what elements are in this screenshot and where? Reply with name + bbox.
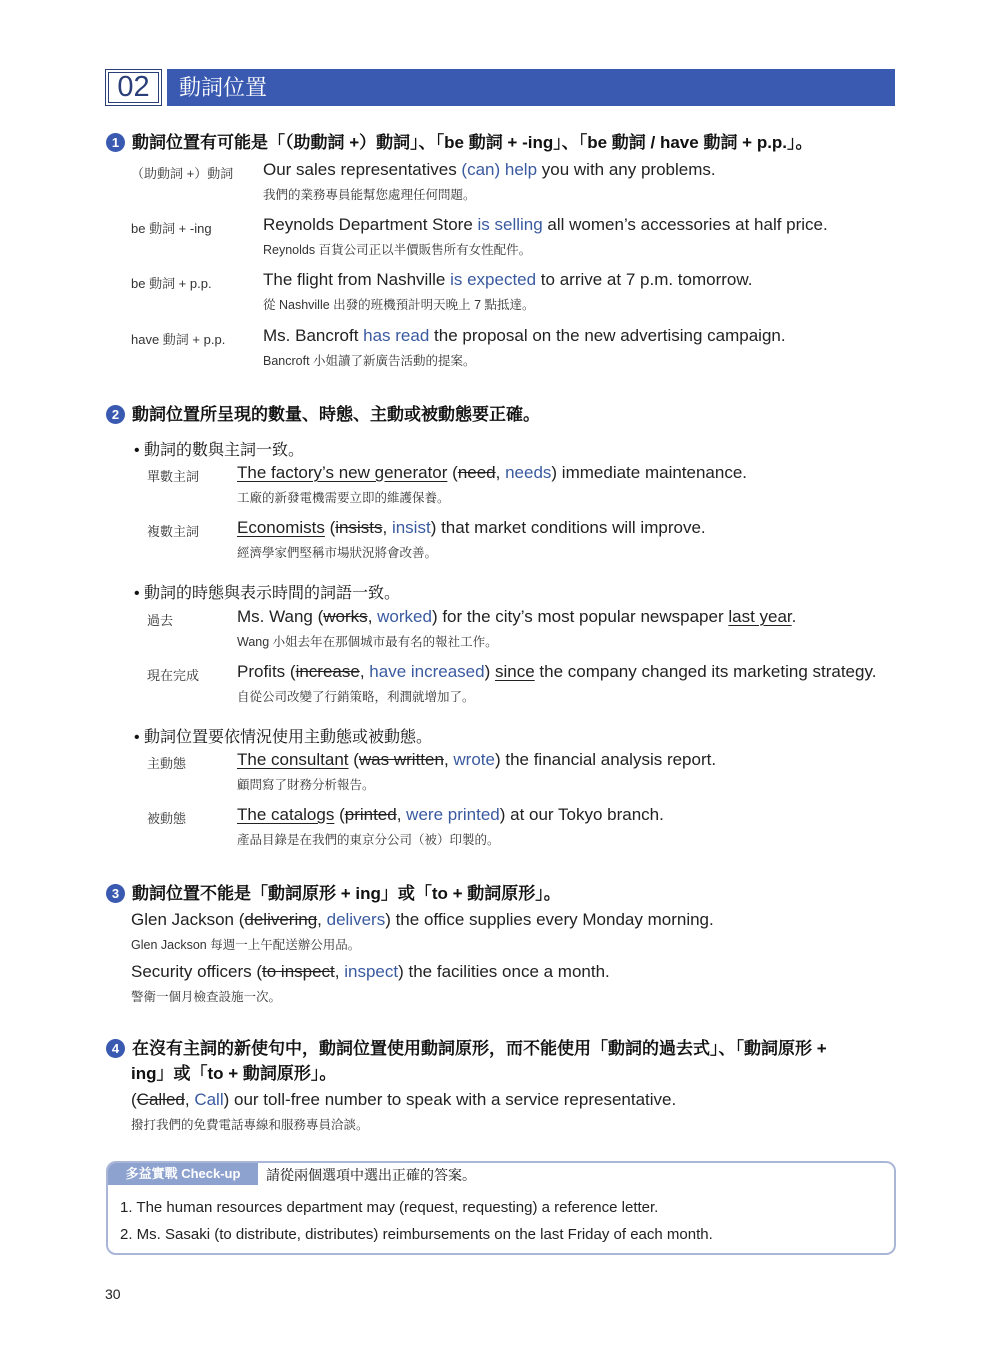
example-translation: Bancroft 小姐讀了新廣告活動的提案。 <box>263 354 476 368</box>
example-sentence: Ms. Bancroft has read the proposal on the new advertising campaign. <box>263 326 786 345</box>
bullet-heading: • 動詞的數與主詞一致。 <box>134 442 305 459</box>
example-translation: 警衛一個月檢查設施一次。 <box>131 990 282 1004</box>
example-label: 主動態 <box>147 756 187 771</box>
example-sentence: Economists (insists, insist) that market conditions will improve. <box>237 518 706 537</box>
point-2-heading: 2 動詞位置所呈現的數量、時態、主動或被動態要正確。 <box>106 400 540 425</box>
example-sentence: Our sales representatives (can) help you with any problems. <box>263 160 716 179</box>
example-sentence: Profits (increase, have increased) since the company changed its marketing strategy. <box>237 662 877 681</box>
point-2-number-icon: 2 <box>106 405 125 424</box>
example-label: 過去 <box>147 613 174 628</box>
example-translation: 顧問寫了財務分析報告。 <box>237 778 375 792</box>
bullet-heading: • 動詞的時態與表示時間的詞語一致。 <box>134 585 401 602</box>
example-label: 複數主詞 <box>147 524 200 539</box>
example-translation: 經濟學家們堅稱市場狀況將會改善。 <box>237 546 438 560</box>
checkup-box <box>106 1161 896 1255</box>
bullet-heading: • 動詞位置要依情況使用主動態或被動態。 <box>134 729 433 746</box>
example-translation: 工廠的新發電機需要立即的維護保養。 <box>237 491 450 505</box>
example-translation: Glen Jackson 每週一上午配送辦公用品。 <box>131 938 361 952</box>
point-1-number-icon: 1 <box>106 133 125 152</box>
example-translation: 產品目錄是在我們的東京分公司（被）印製的。 <box>237 833 500 847</box>
checkup-question: 2. Ms. Sasaki (to distribute, distributes) reimbursements on the last Friday of each month. <box>120 1226 713 1243</box>
example-sentence: Glen Jackson (delivering, delivers) the office supplies every Monday morning. <box>131 910 714 929</box>
example-sentence: The catalogs (printed, were printed) at our Tokyo branch. <box>237 805 664 824</box>
point-4-number-icon: 4 <box>106 1039 125 1058</box>
page-number: 30 <box>105 1286 121 1302</box>
point-3-number-icon: 3 <box>106 884 125 903</box>
example-label: （助動詞 +）動詞 <box>131 166 234 181</box>
point-4-heading: 4 在沒有主詞的新使句中，動詞位置使用動詞原形，而不能使用「動詞的過去式」、「動詞原形 + <box>106 1034 827 1059</box>
example-translation: 自從公司改變了行銷策略，利潤就增加了。 <box>237 690 475 704</box>
checkup-instruction: 請從兩個選項中選出正確的答案。 <box>266 1167 476 1183</box>
example-sentence: Reynolds Department Store is selling all women’s accessories at half price. <box>263 215 828 234</box>
example-sentence: The factory’s new generator (need, needs) immediate maintenance. <box>237 463 748 482</box>
example-label: 現在完成 <box>147 668 200 683</box>
example-sentence: Security officers (to inspect, inspect) the facilities once a month. <box>131 962 610 981</box>
example-translation: 撥打我們的免費電話專線和服務專員洽談。 <box>131 1118 369 1132</box>
point-3-heading: 3 動詞位置不能是「動詞原形 + ing」或「to + 動詞原形」。 <box>106 879 561 904</box>
example-sentence: The flight from Nashville is expected to arrive at 7 p.m. tomorrow. <box>263 270 753 289</box>
example-translation: Reynolds 百貨公司正以半價販售所有女性配件。 <box>263 243 532 257</box>
section-title: 動詞位置 <box>179 75 268 100</box>
example-translation: 從 Nashville 出發的班機預計明天晚上 7 點抵達。 <box>263 298 535 312</box>
point-1-heading: 1 動詞位置有可能是「（助動詞 +）動詞」、「be 動詞 + -ing」、「be 動詞 / have 動詞 + p.p.」。 <box>106 128 813 153</box>
example-sentence: The consultant (was written, wrote) the financial analysis report. <box>237 750 717 769</box>
example-sentence: (Called, Call) our toll-free number to speak with a service representative. <box>131 1090 677 1109</box>
checkup-question: 1. The human resources department may (request, requesting) a reference letter. <box>120 1199 659 1216</box>
example-label: be 動詞 + -ing <box>131 221 212 236</box>
example-label: have 動詞 + p.p. <box>131 332 226 347</box>
example-label: be 動詞 + p.p. <box>131 276 212 291</box>
point-4-heading-cont: ing」或「to + 動詞原形」。 <box>131 1064 337 1083</box>
example-label: 被動態 <box>147 811 187 826</box>
example-translation: Wang 小姐去年在那個城市最有名的報社工作。 <box>237 635 498 649</box>
section-title-bar <box>167 69 895 106</box>
section-header <box>105 69 895 106</box>
example-translation: 我們的業務專員能幫您處理任何問題。 <box>263 188 476 202</box>
example-sentence: Ms. Wang (works, worked) for the city’s most popular newspaper last year. <box>237 607 797 626</box>
example-label: 單數主詞 <box>147 469 200 484</box>
section-number: 02 <box>105 69 162 106</box>
checkup-tag: 多益實戰 Check-up <box>108 1163 258 1185</box>
